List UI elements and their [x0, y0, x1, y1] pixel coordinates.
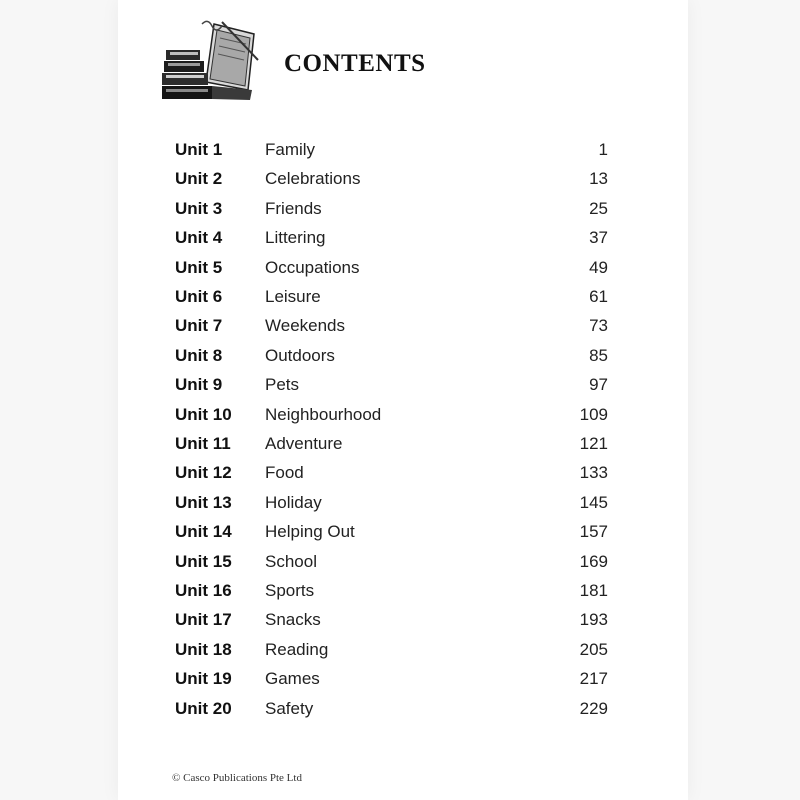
- toc-unit-label: Unit 2: [175, 169, 223, 189]
- toc-unit-label: Unit 11: [175, 434, 231, 453]
- toc-unit-label: Unit 18: [175, 639, 232, 659]
- toc-page-number: 217: [579, 669, 608, 689]
- toc-topic: Outdoors: [265, 345, 335, 365]
- toc-page-number: 109: [579, 404, 608, 424]
- toc-topic: Snacks: [265, 610, 321, 630]
- toc-unit-label: Unit 10: [175, 404, 232, 424]
- toc-row: [0, 493, 800, 522]
- toc-topic: Occupations: [265, 257, 360, 277]
- toc-page-number: 121: [579, 434, 608, 453]
- toc-page-number: 85: [589, 345, 608, 365]
- toc-page-number: 157: [579, 522, 608, 542]
- toc-row: [0, 610, 800, 639]
- toc-row: [0, 434, 800, 463]
- toc-unit-label: Unit 3: [175, 198, 223, 218]
- toc-topic: Leisure: [265, 287, 321, 306]
- toc-row: [0, 169, 800, 198]
- toc-unit-label: Unit 17: [175, 610, 232, 630]
- toc-topic: Neighbourhood: [265, 404, 382, 424]
- toc-page-number: 37: [589, 228, 608, 248]
- toc-unit-label: Unit 16: [175, 581, 232, 600]
- toc-page-number: 229: [579, 698, 608, 718]
- toc-page-number: 193: [579, 610, 608, 630]
- toc-row: [0, 463, 800, 492]
- toc-unit-label: Unit 20: [175, 698, 232, 718]
- toc-unit-label: Unit 12: [175, 463, 232, 483]
- toc-page-number: 73: [589, 316, 608, 336]
- toc-topic: Pets: [265, 375, 300, 395]
- toc-unit-label: Unit 4: [175, 228, 223, 248]
- toc-topic: School: [265, 551, 317, 571]
- toc-topic: Celebrations: [265, 169, 361, 189]
- toc-page-number: 205: [579, 639, 608, 659]
- toc-row: [0, 640, 800, 669]
- toc-row: [0, 375, 800, 404]
- toc-page-number: 97: [589, 375, 608, 395]
- toc-unit-label: Unit 5: [175, 257, 223, 277]
- toc-topic: Sports: [265, 581, 315, 600]
- toc-row: [0, 258, 800, 287]
- toc-row: [0, 522, 800, 551]
- toc-row: [0, 199, 800, 228]
- toc-page-number: 25: [589, 198, 608, 218]
- toc-row: [0, 140, 800, 169]
- toc-unit-label: Unit 14: [175, 522, 232, 542]
- toc-page-number: 61: [589, 287, 608, 306]
- toc-unit-label: Unit 15: [175, 551, 232, 571]
- toc-topic: Littering: [265, 228, 326, 248]
- toc-topic: Family: [265, 140, 316, 159]
- toc-unit-label: Unit 9: [175, 375, 223, 395]
- toc-unit-label: Unit 1: [175, 140, 223, 159]
- page-title: CONTENTS: [284, 50, 426, 77]
- toc-page-number: 13: [589, 169, 608, 189]
- toc-topic: Games: [265, 669, 320, 689]
- toc-row: [0, 405, 800, 434]
- toc-unit-label: Unit 19: [175, 669, 232, 689]
- toc-unit-label: Unit 7: [175, 316, 223, 336]
- toc-row: [0, 228, 800, 257]
- books-stack-icon: [162, 20, 262, 102]
- toc-topic: Adventure: [265, 434, 343, 453]
- toc-row: [0, 346, 800, 375]
- toc-topic: Weekends: [265, 316, 346, 336]
- toc-row: [0, 669, 800, 698]
- toc-unit-label: Unit 6: [175, 287, 223, 306]
- toc-row: [0, 287, 800, 316]
- toc-row: [0, 552, 800, 581]
- toc-row: [0, 581, 800, 610]
- toc-topic: Holiday: [265, 492, 322, 512]
- toc-page-number: 133: [579, 463, 608, 483]
- toc-row: [0, 699, 800, 728]
- toc-topic: Friends: [265, 198, 322, 218]
- toc-topic: Reading: [265, 639, 329, 659]
- toc-unit-label: Unit 8: [175, 345, 223, 365]
- toc-page-number: 181: [579, 581, 608, 600]
- toc-topic: Helping Out: [265, 522, 355, 542]
- toc-topic: Safety: [265, 698, 314, 718]
- copyright-footer: © Casco Publications Pte Ltd: [172, 772, 302, 784]
- toc-unit-label: Unit 13: [175, 492, 232, 512]
- toc-page-number: 145: [579, 492, 608, 512]
- toc-page-number: 169: [579, 551, 608, 571]
- toc-row: [0, 316, 800, 345]
- toc-page-number: 49: [589, 257, 608, 277]
- toc-topic: Food: [265, 463, 304, 483]
- toc-page-number: 1: [598, 140, 608, 159]
